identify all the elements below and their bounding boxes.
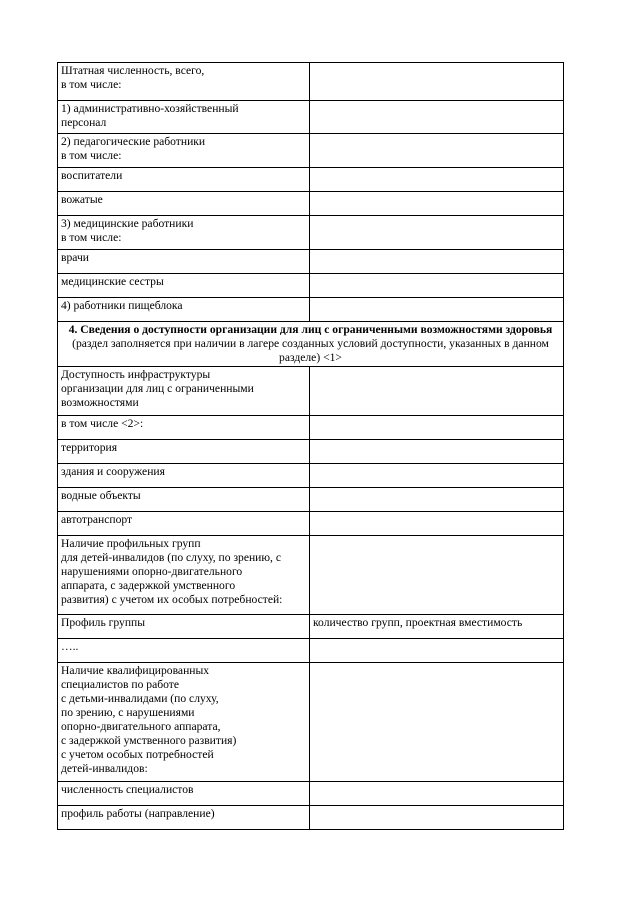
staff-total-label: Штатная численность, всего, в том числе:	[58, 63, 310, 101]
access-specialists-count-label: численность специалистов	[58, 782, 310, 806]
access-territory-label: территория	[58, 440, 310, 464]
access-work-profile-label: профиль работы (направление)	[58, 806, 310, 830]
access-water-value[interactable]	[310, 488, 564, 512]
table-row	[58, 806, 564, 830]
section-4-title-rest: (раздел заполняется при наличии в лагере созданных условий доступности, указанных в данном разделе) <1>	[72, 337, 549, 364]
staff-pedagogical-label: 2) педагогические работники в том числе:	[58, 134, 310, 168]
table-row	[58, 512, 564, 536]
staff-medical-label: 3) медицинские работники в том числе:	[58, 216, 310, 250]
table-row	[58, 488, 564, 512]
access-group-profile-label: Профиль группы	[58, 615, 310, 639]
table-row	[58, 464, 564, 488]
access-specialists-value[interactable]	[310, 663, 564, 782]
staff-educators-label: воспитатели	[58, 168, 310, 192]
access-transport-label: автотранспорт	[58, 512, 310, 536]
table-row	[58, 440, 564, 464]
access-specialists-label: Наличие квалифицированных специалистов по работе с детьми-инвалидами (по слуху, по зрению, с нарушениями опорно-двигательного аппарата, с задержкой умственного развития) с учетом особых потребностей детей-инвалидов:	[58, 663, 310, 782]
access-water-label: водные объекты	[58, 488, 310, 512]
table-row	[58, 367, 564, 416]
form-table	[57, 62, 564, 830]
access-ellipsis-value[interactable]	[310, 639, 564, 663]
table-row	[58, 639, 564, 663]
access-infrastructure-label: Доступность инфраструктуры организации для лиц с ограниченными возможностями	[58, 367, 310, 416]
section-heading-row	[58, 322, 564, 367]
staff-admin-label: 1) административно-хозяйственный персонал	[58, 101, 310, 134]
staff-admin-value[interactable]	[310, 101, 564, 134]
staff-catering-label: 4) работники пищеблока	[58, 298, 310, 322]
access-including-value[interactable]	[310, 416, 564, 440]
access-including-label: в том числе <2>:	[58, 416, 310, 440]
staff-doctors-value[interactable]	[310, 250, 564, 274]
table-row	[58, 782, 564, 806]
table-row	[58, 274, 564, 298]
staff-nurses-value[interactable]	[310, 274, 564, 298]
staff-nurses-label: медицинские сестры	[58, 274, 310, 298]
table-row	[58, 298, 564, 322]
access-buildings-value[interactable]	[310, 464, 564, 488]
staff-total-value[interactable]	[310, 63, 564, 101]
access-transport-value[interactable]	[310, 512, 564, 536]
section-4-heading	[58, 322, 564, 367]
table-row	[58, 536, 564, 615]
access-buildings-label: здания и сооружения	[58, 464, 310, 488]
table-row	[58, 134, 564, 168]
table-row	[58, 663, 564, 782]
table-row	[58, 192, 564, 216]
table-row	[58, 216, 564, 250]
table-row	[58, 250, 564, 274]
section-4-title-bold: 4. Сведения о доступности организации для лиц с ограниченными возможностями здоровья	[68, 323, 553, 336]
staff-pedagogical-value[interactable]	[310, 134, 564, 168]
access-group-profile-value: количество групп, проектная вместимость	[310, 615, 564, 639]
access-profile-groups-label: Наличие профильных групп для детей-инвалидов (по слуху, по зрению, с нарушениями опорно-двигательного аппарата, с задержкой умственного развития) с учетом их особых потребностей:	[58, 536, 310, 615]
staff-educators-value[interactable]	[310, 168, 564, 192]
access-specialists-count-value[interactable]	[310, 782, 564, 806]
access-infrastructure-value[interactable]	[310, 367, 564, 416]
access-profile-groups-value[interactable]	[310, 536, 564, 615]
table-row	[58, 63, 564, 101]
access-territory-value[interactable]	[310, 440, 564, 464]
access-work-profile-value[interactable]	[310, 806, 564, 830]
table-row	[58, 101, 564, 134]
staff-doctors-label: врачи	[58, 250, 310, 274]
table-row	[58, 615, 564, 639]
access-ellipsis-label: …..	[58, 639, 310, 663]
staff-counselors-label: вожатые	[58, 192, 310, 216]
staff-catering-value[interactable]	[310, 298, 564, 322]
staff-counselors-value[interactable]	[310, 192, 564, 216]
table-row	[58, 168, 564, 192]
table-row	[58, 416, 564, 440]
staff-medical-value[interactable]	[310, 216, 564, 250]
